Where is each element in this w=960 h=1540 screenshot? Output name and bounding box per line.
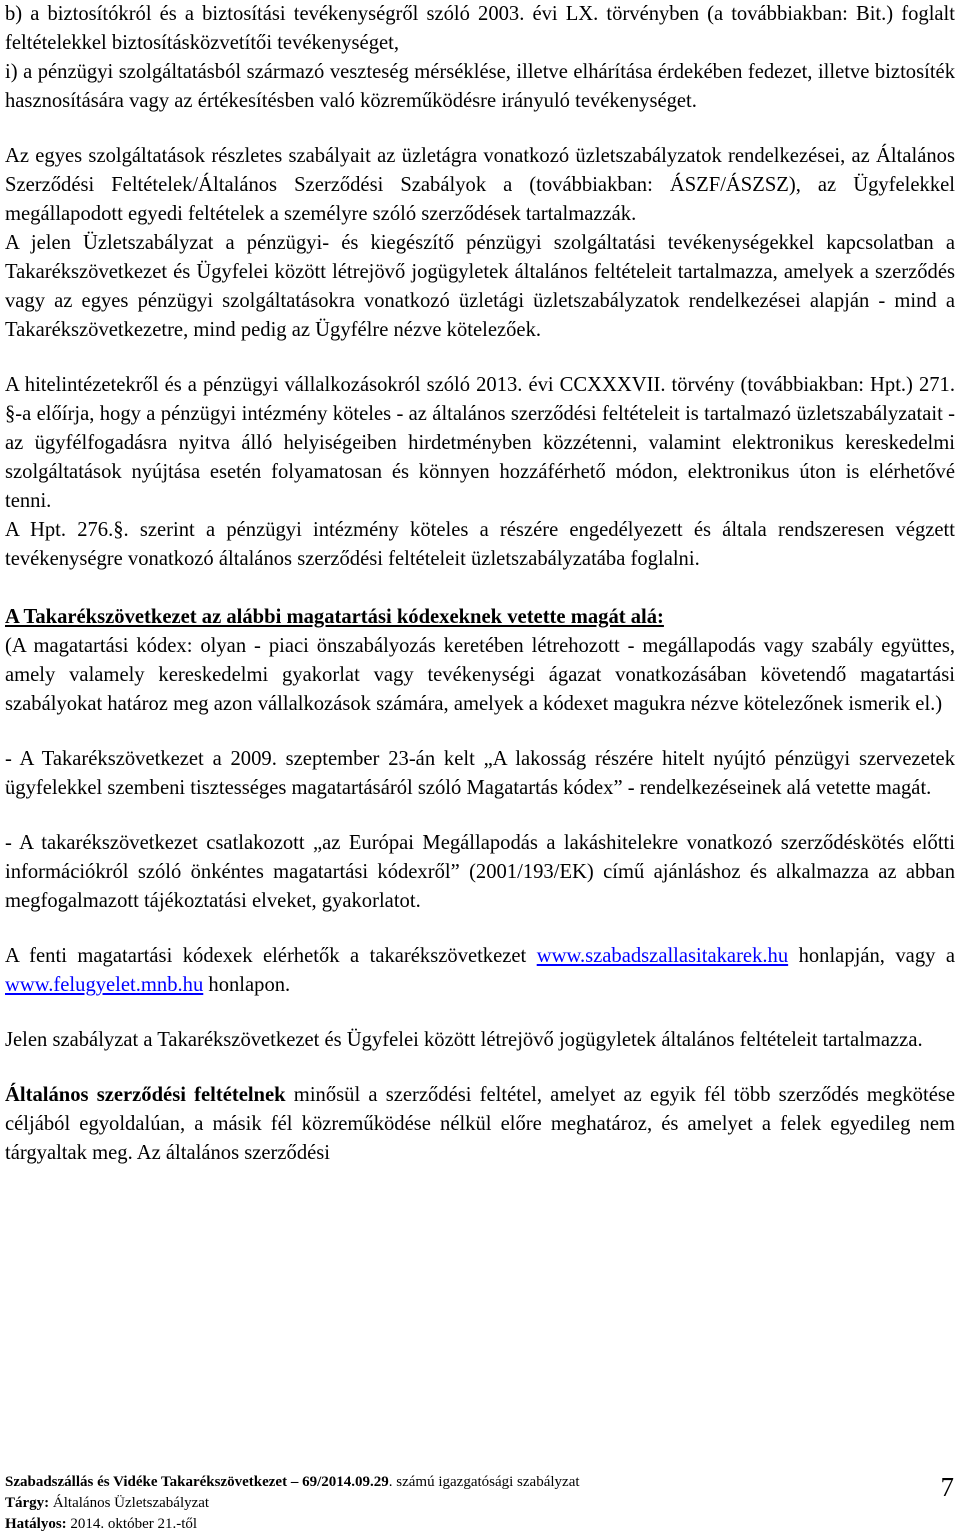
footer-subject-label: Tárgy: (5, 1495, 50, 1511)
page-footer (5, 1472, 955, 1535)
paragraph-codes-availability (5, 942, 955, 1000)
section-heading-codes-of-conduct: A Takarékszövetkezet az alábbi magatartási kódexeknek vetette magát alá: (5, 606, 664, 628)
page-number: 7 (940, 1472, 954, 1502)
paragraph-regulation-scope: Jelen szabályzat a Takarékszövetkezet és Ügyfelei között létrejövő jogügyletek általános feltételeit tartalmazza. (5, 1029, 923, 1051)
paragraph-service-rules: Az egyes szolgáltatások részletes szabályait az üzletágra vonatkozó üzletszabályzatok rendelkezései, az Általános Szerződési Feltételek/Általános Szerződési Szabályok a (továbbiakban: ÁSZF/ÁSZSZ), az Ügyfelekkel megállapodott egyedi feltételek a személyre szóló szerződések tartalmazzák. (5, 145, 955, 225)
paragraph-code-2009: - A Takarékszövetkezet a 2009. szeptember 23-án kelt „A lakosság részére hitelt nyújtó pénzügyi szervezetek ügyfelekkel szembeni tisztességes magatartásáról szóló Magatartás kódex” - rendelkezéseinek alá vetette magát. (5, 748, 955, 799)
footer-line-effective (5, 1514, 955, 1535)
footer-line-subject (5, 1493, 955, 1514)
footer-subject-value: Általános Üzletszabályzat (49, 1495, 210, 1511)
paragraph-collateral-utilization: i) a pénzügyi szolgáltatásból származó veszteség mérséklése, illetve elhárítása érdekében fedezet, illetve biztosíték hasznosítására vagy az értékesítésben való közreműködésre irányuló tevékenységet. (5, 61, 955, 112)
footer-line-institution (5, 1472, 955, 1493)
footer-institution-name: Szabadszállás és Vidéke Takarékszövetkezet – 69/2014.09.29 (5, 1474, 389, 1490)
paragraph-hpt-276: A Hpt. 276.§. szerint a pénzügyi intézmény köteles a részére engedélyezett és általa rendszeresen végzett tevékenységre vonatkozó általános szerződési feltételeit üzletszabályzatába foglalni. (5, 519, 955, 570)
link-takarek-website[interactable]: www.szabadszallasitakarek.hu (536, 945, 789, 967)
link-mnb-website[interactable]: www.felugyelet.mnb.hu (5, 974, 204, 996)
paragraph-business-rules-scope: A jelen Üzletszabályzat a pénzügyi- és kiegészítő pénzügyi szolgáltatási tevékenységekkel kapcsolatban a Takarékszövetkezet és Ügyfelei között létrejövő jogügyletek általános feltételeit tartalmazza, amelyek a szerződés vagy az egyes pénzügyi szolgáltatásokra vonatkozó üzletági üzletszabályzatok rendelkezései alapján - mind a Takarékszövetkezetre, mind pedig az Ügyfélre nézve kötelezőek. (5, 232, 955, 341)
term-general-contract-condition: Általános szerződési feltételnek (5, 1084, 286, 1106)
codes-availability-text-c: honlapon. (203, 974, 291, 996)
paragraph-european-agreement: - A takarékszövetkezet csatlakozott „az Európai Megállapodás a lakáshitelekre vonatkozó szerződéskötés előtti információkról szóló önkéntes magatartási kódexről” (2001/193/EK) című ajánláshoz és alkalmazza az abban megfogalmazott tájékoztatási elveket, gyakorlatot. (5, 832, 955, 912)
paragraph-code-definition: (A magatartási kódex: olyan - piaci önszabályozás keretében létrehozott - megállapodás vagy szabály együttes, amely valamely kereskedelmi gyakorlat vagy tevékenységi ágazat vonatkozásában követendő magatartási szabályokat határoz meg azon vállalkozások számára, amelyek a kódexet magukra nézve kötelezőnek ismerik el.) (5, 635, 955, 715)
codes-availability-text-a: A fenti magatartási kódexek elérhetők a takarékszövetkezet (5, 945, 537, 967)
paragraph-insurance-mediation: b) a biztosítókról és a biztosítási tevékenységről szóló 2003. évi LX. törvényben (a továbbiakban: Bit.) foglalt feltételekkel biztosításközvetítői tevékenységet, (5, 3, 955, 54)
footer-effective-value: 2014. október 21.-től (66, 1516, 198, 1532)
document-page (5, 0, 955, 1168)
general-terms-definition-text: minősül a szerződési feltétel, amelyet az egyik fél több szerződés megkötése céljából egyoldalúan, a másik fél közreműködése nélkül előre meghatároz, és amelyet a felek egyedileg nem tárgyaltak meg. Az általános szerződési (5, 1084, 955, 1164)
paragraph-general-terms-definition (5, 1081, 955, 1168)
footer-effective-label: Hatályos: (5, 1516, 67, 1532)
footer-regulation-type: . számú igazgatósági szabályzat (388, 1474, 580, 1490)
paragraph-hpt-271: A hitelintézetekről és a pénzügyi vállalkozásokról szóló 2013. évi CCXXXVII. törvény (továbbiakban: Hpt.) 271. §-a előírja, hogy a pénzügyi intézmény köteles - az általános szerződési feltételeit is tartalmazó üzletszabályzatait - az ügyfélfogadásra nyitva álló helyiségeiben hirdetményben közzétenni, valamint elektronikus kereskedelmi szolgáltatások nyújtása esetén folyamatosan és könnyen hozzáférhető módon, elektronikus úton is elérhetővé tenni. (5, 374, 955, 512)
codes-availability-text-b: honlapján, vagy a (788, 945, 955, 967)
